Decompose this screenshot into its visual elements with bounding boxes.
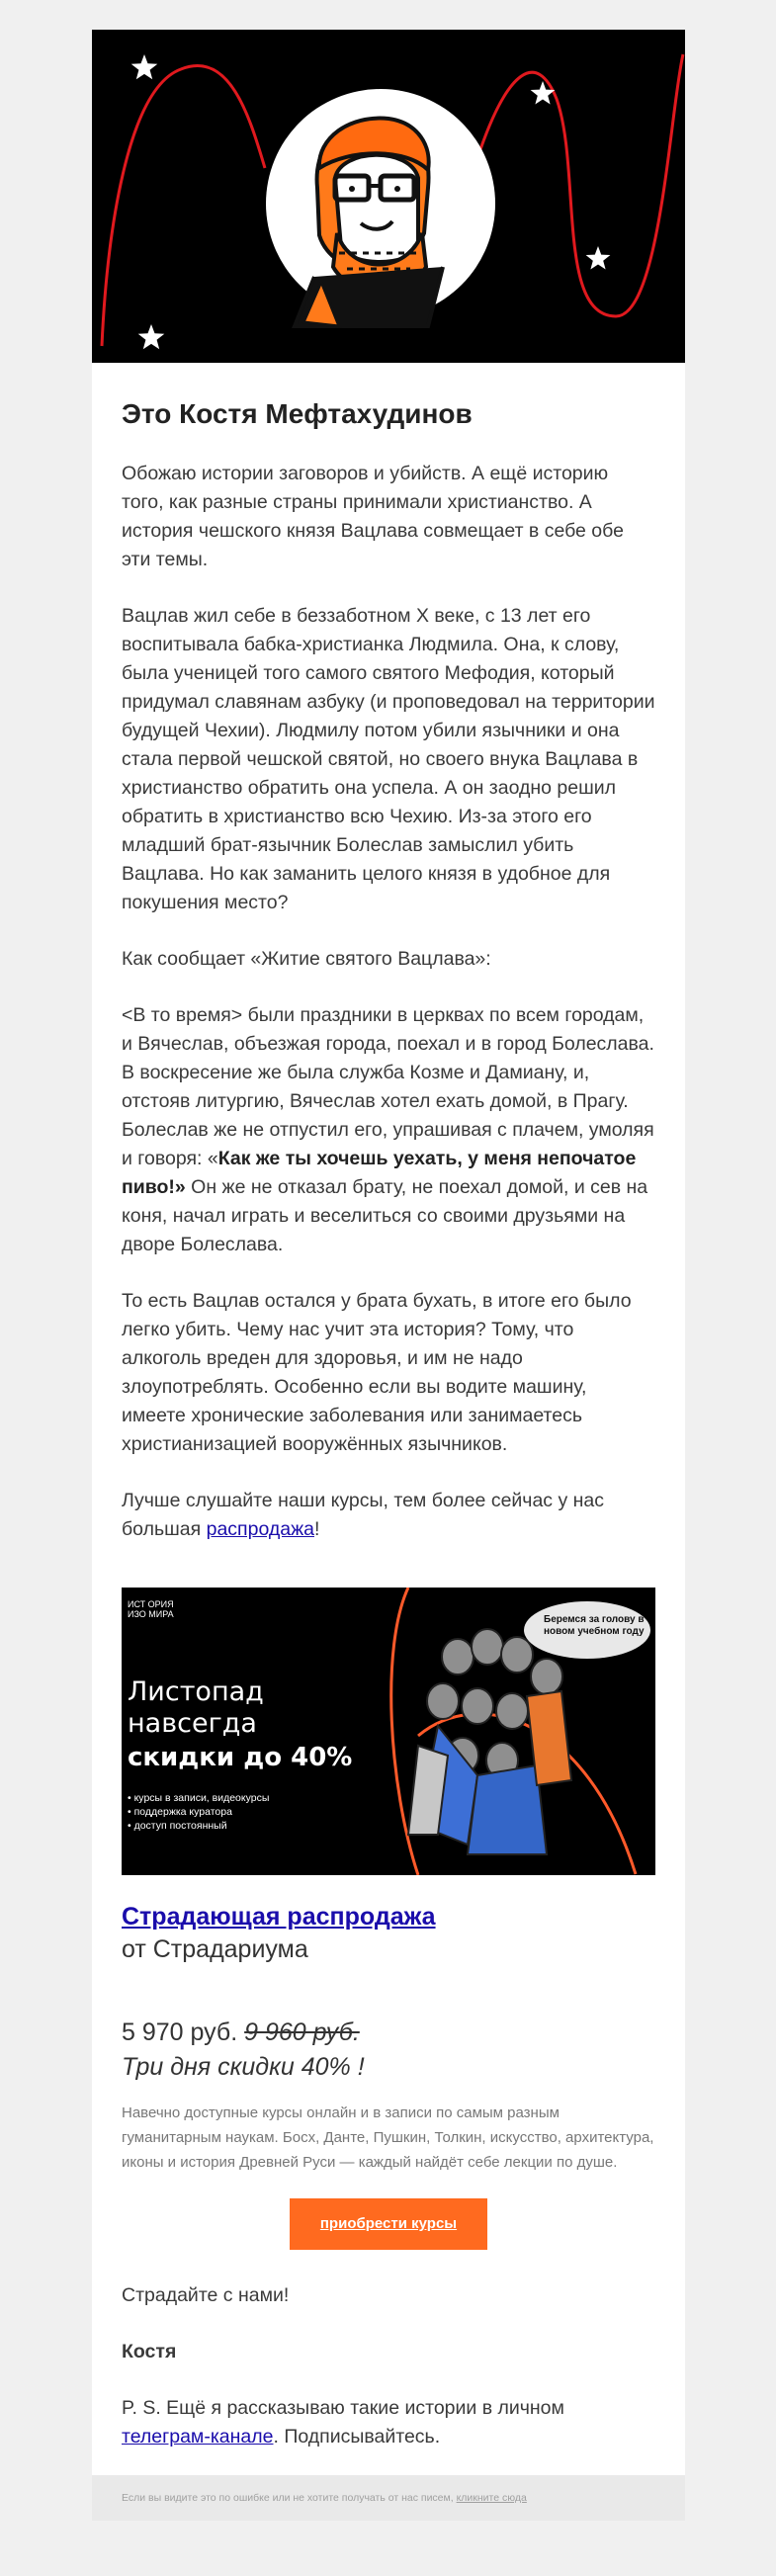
- telegram-link[interactable]: телеграм-канале: [122, 2426, 274, 2447]
- promo-line: Листопад: [128, 1676, 264, 1707]
- sale-text: !: [313, 1518, 320, 1540]
- promo-logo: ИСТ ОРИЯ ИЗО МИРА: [128, 1599, 174, 1619]
- promo-bullets: [128, 1791, 269, 1833]
- promo-line: навсегда: [128, 1708, 257, 1739]
- price: [122, 2016, 655, 2049]
- star-icon: [586, 246, 611, 270]
- quote-text: Он же не отказал брату, не поехал домой, и сев на коня, начал играть и веселиться со своими друзьями на дворе Болеслава.: [122, 1176, 648, 1255]
- paragraph: То есть Вацлав остался у брата бухать, в итоге его было легко убить. Чему нас учит эта история? Тому, что алкоголь вреден для здоровья, и им не надо злоупотреблять. Особенно если вы водите машину, имеете хронические заболевания или занимаетесь христианизацией вооружённых язычников.: [122, 1290, 632, 1455]
- star-icon: [131, 54, 158, 79]
- email-card: [92, 30, 685, 2521]
- product-description: Навечно доступные курсы онлайн и в записи по самым разным гуманитарным наукам. Босх, Данте, Пушкин, Толкин, искусство, архитектура, иконы и история Древней Руси — каждый найдёт себе лекции по душе.: [122, 2104, 654, 2171]
- star-icon: [531, 81, 556, 105]
- product-title-link[interactable]: Страдающая распродажа: [122, 1903, 436, 1931]
- quote-paragraph: [122, 1001, 655, 1259]
- promo-bullet: • доступ постоянный: [128, 1819, 269, 1833]
- sale-text: Лучше слушайте наши курсы, тем более сейчас у нас большая: [122, 1490, 605, 1540]
- postscript: [122, 2394, 655, 2451]
- unsubscribe-link[interactable]: кликните сюда: [456, 2492, 527, 2504]
- ps-text: . Подписывайтесь.: [273, 2426, 441, 2447]
- signoff-line: Страдайте с нами!: [122, 2284, 290, 2306]
- promo-banner[interactable]: [122, 1588, 655, 1875]
- old-price: 9 960 руб.: [244, 2018, 360, 2046]
- buy-courses-button[interactable]: приобрести курсы: [290, 2198, 487, 2250]
- paragraph: Вацлав жил себе в беззаботном X веке, с 13 лет его воспитывала бабка-христианка Людмила. Она, к слову, была ученицей того самого святого Мефодия, который придумал славянам азбуку (и проповедовал на территории будущей Чехии). Людмилу потом убили язычники и она стала первой чешской святой, но своего внука Вацлава в христианство обратить она успела. А он заодно решил обратить в христианство всю Чехию. Из-за этого его младший брат-язычник Болеслав замыслил убить Вацлава. Но как заманить целого князя в удобное для покушения место?: [122, 605, 655, 913]
- footer-text: Если вы видите это по ошибке или не хотите получать от нас писем,: [122, 2492, 457, 2504]
- unsubscribe-footer: [92, 2475, 685, 2521]
- current-price: 5 970 руб.: [122, 2018, 238, 2046]
- quote-bold: Как же ты хочешь уехать, у меня непочатое пиво!»: [122, 1148, 637, 1198]
- paragraph: Как сообщает «Житие святого Вацлава»:: [122, 948, 491, 970]
- ps-text: P. S. Ещё я рассказываю такие истории в личном: [122, 2397, 564, 2419]
- sale-paragraph: [122, 1487, 655, 1544]
- promo-bullet: • курсы в записи, видеокурсы: [128, 1791, 269, 1805]
- article-title: Это Костя Мефтахудинов: [122, 398, 473, 429]
- product-subtitle: от Страдариума: [122, 1935, 308, 1963]
- star-icon: [138, 324, 165, 349]
- promo-discount: скидки до 40%: [128, 1743, 353, 1772]
- paragraph: Обожаю истории заговоров и убийств. А ещё историю того, как разные страны принимали христианство. А история чешского князя Вацлава совмещает в себе обе эти темы.: [122, 463, 624, 570]
- hero-banner: [92, 30, 685, 363]
- promo-bullet: • поддержка куратора: [128, 1805, 269, 1819]
- hero-illustration: [92, 30, 685, 363]
- deal-text: Три дня скидки 40% !: [122, 2053, 365, 2081]
- speech-bubble: Беремся за голову в новом учебном году: [524, 1601, 650, 1659]
- promo-headline: [128, 1676, 352, 1775]
- quote-text: <В то время> были праздники в церквах по всем городам, и Вячеслав, объезжая города, поехал и в город Болеслава. В воскресение же была служба Козме и Дамиану, и, отстояв литургию, Вячеслав хотел ехать домой, в Прагу. Болеслав же не отпустил его, упрашивая с плачем, умоляя и говоря: «: [122, 1004, 654, 1169]
- signoff-name: Костя: [122, 2341, 177, 2362]
- sale-link[interactable]: распродажа: [206, 1518, 314, 1540]
